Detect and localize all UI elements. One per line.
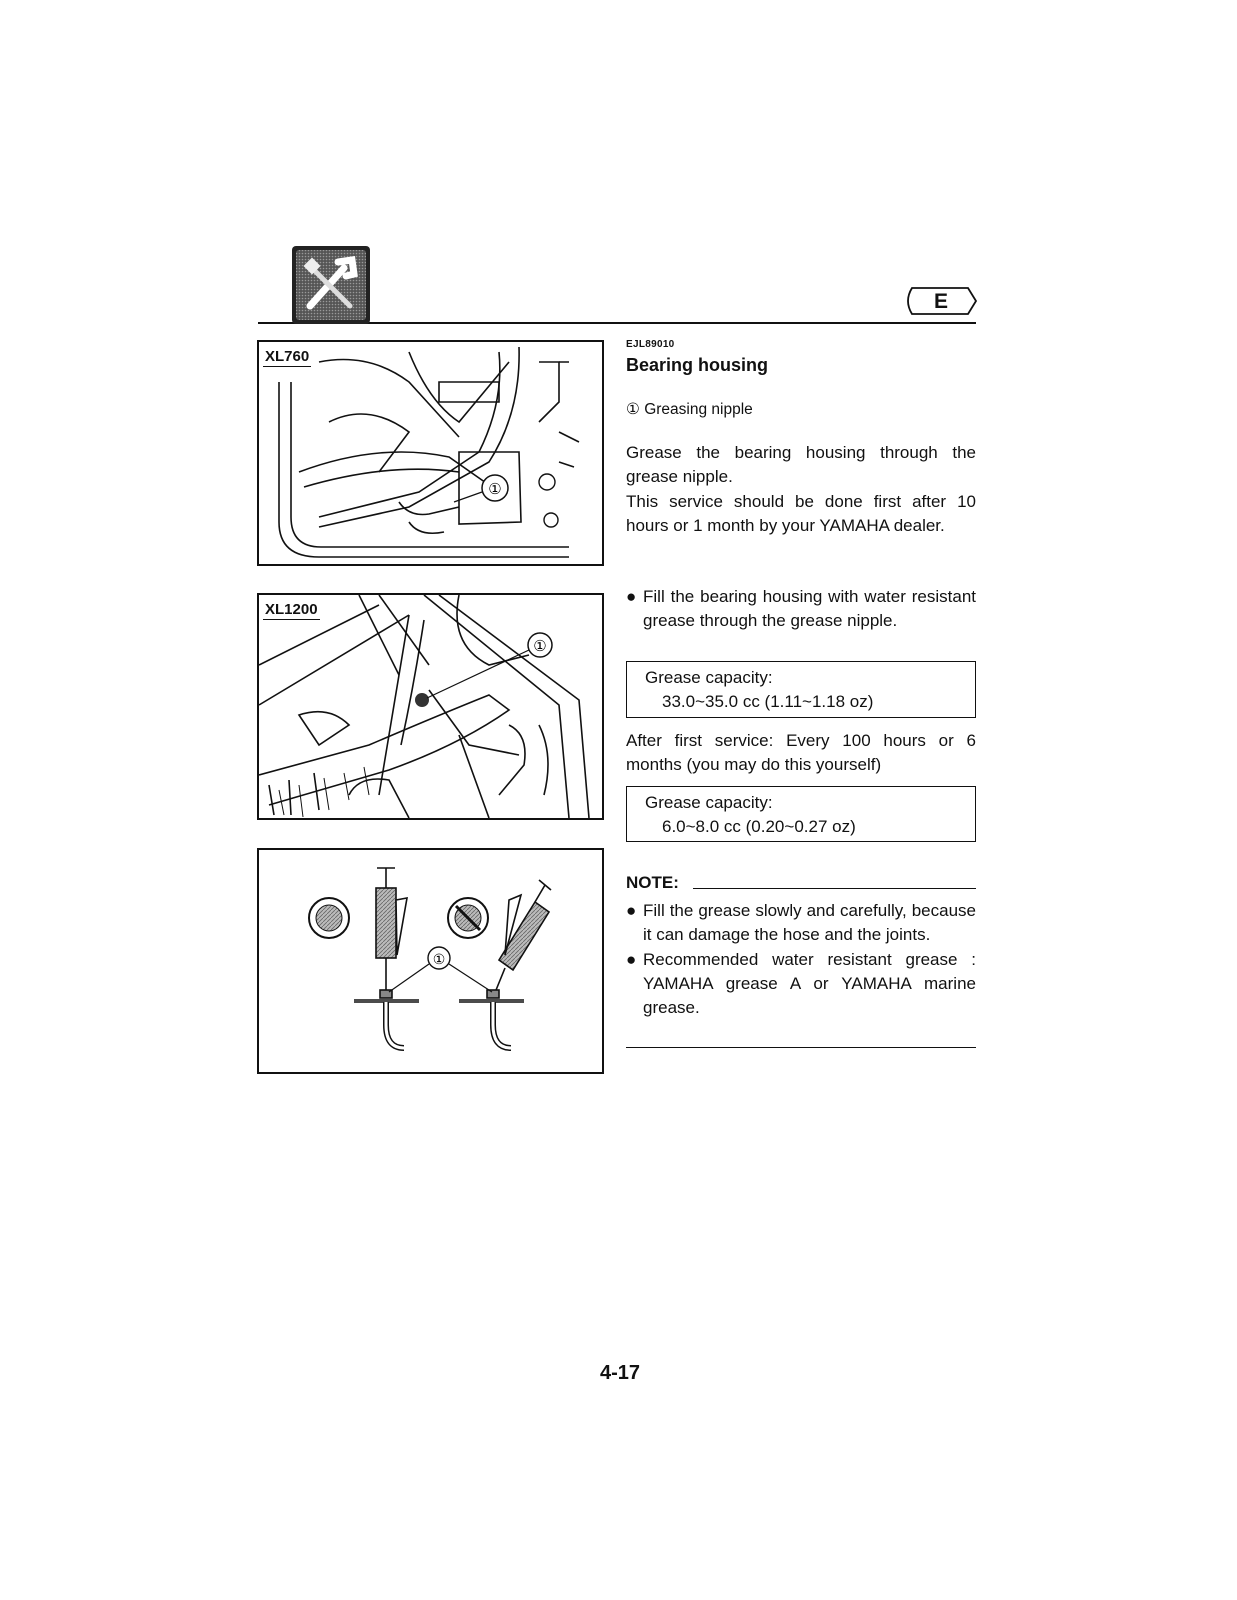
fill-instruction-text: Fill the bearing housing with water resistant grease through the grease nipple. [643,587,976,631]
note-bottom-rule [626,1047,976,1048]
note-item-text: Fill the grease slowly and carefully, because it can damage the hose and the joints. [643,901,976,945]
note-heading: NOTE: [626,873,679,892]
xl760-model-label: XL760 [265,348,310,365]
figure-grease-gun [257,848,604,1074]
note-heading-rule [693,888,976,889]
xl760-callout: ① [488,481,502,498]
grease-gun-callout: ① [432,951,446,967]
bullet-dot-icon: ● [626,949,637,969]
intro-paragraph-line2: This service should be done first after 10 hours or 1 month by your YAMAHA dealer. [626,491,976,535]
bullet-dot-icon: ● [626,901,637,920]
prohibited-circle-icon [448,898,488,938]
intro-paragraph [626,441,976,538]
callout-legend: ① Greasing nipple [626,401,753,418]
after-service-paragraph: After first service: Every 100 hours or 6 months (you may do this yourself) [626,731,976,775]
grease-capacity-box-initial [626,661,976,718]
fill-instruction-bullet [626,585,976,634]
note-list [626,899,976,1020]
grease-gun-illustration [259,850,602,1072]
xl760-engine-illustration [259,342,602,564]
correct-circle-icon [309,898,349,938]
spec-label: Grease capacity: [645,668,773,687]
language-badge-label: E [933,290,948,313]
bullet-dot-icon: ● [626,587,637,606]
document-code: EJL89010 [626,339,675,350]
xl1200-engine-illustration [259,595,602,818]
intro-paragraph-line1: Grease the bearing housing through the grease nipple. [626,443,976,487]
spec-value: 33.0~35.0 cc (1.11~1.18 oz) [662,692,874,711]
note-item-text: Recommended water resistant grease : YAMAHA grease A or YAMAHA marine grease. [643,949,976,1018]
spec-value: 6.0~8.0 cc (0.20~0.27 oz) [662,817,856,836]
page-number: 4-17 [599,1362,641,1384]
section-title: Bearing housing [626,355,769,375]
note-item [626,948,976,1021]
xl1200-callout: ① [533,638,547,655]
figure-xl760 [257,340,604,566]
wrench-screwdriver-icon [292,246,370,324]
figure-xl1200 [257,593,604,820]
note-item [626,899,976,948]
grease-capacity-box-periodic [626,786,976,842]
spec-label: Grease capacity: [645,793,773,812]
xl1200-model-label: XL1200 [265,601,318,618]
